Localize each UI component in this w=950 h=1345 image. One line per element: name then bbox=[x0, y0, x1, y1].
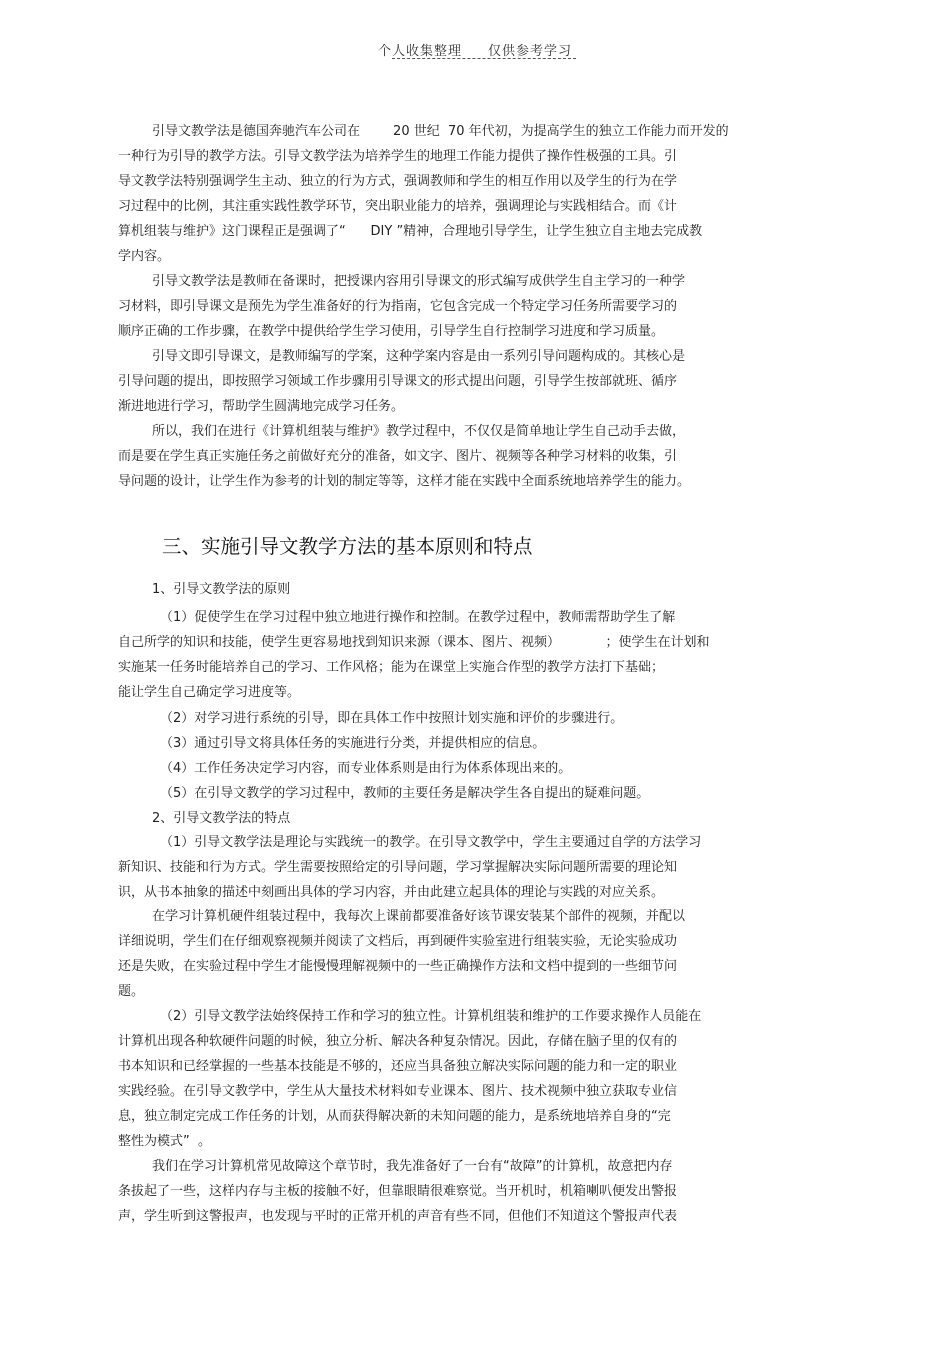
text-line: 息，独立制定完成工作任务的计划，从而获得解决新的未知问题的能力，是系统地培养自身的“完 bbox=[118, 1109, 671, 1124]
text-line: 所以，我们在进行《计算机组装与维护》教学过程中，不仅仅是简单地让学生自己动手去做， bbox=[152, 424, 686, 439]
text-line: 新知识、技能和行为方式。学生需要按照给定的引导问题，学习掌握解决实际问题所需要的理论知 bbox=[118, 860, 678, 875]
text-line: （2）对学习进行系统的引导，即在具体工作中按照计划实施和评价的步骤进行。 bbox=[160, 711, 624, 726]
section-heading: 三、实施引导文教学方法的基本原则和特点 bbox=[162, 535, 533, 558]
text-line: 渐进地进行学习，帮助学生圆满地完成学习任务。 bbox=[118, 399, 405, 414]
text-line: （5）在引导文教学的学习过程中，教师的主要任务是解决学生各自提出的疑难问题。 bbox=[160, 786, 650, 801]
text-line: 能让学生自己确定学习进度等。 bbox=[118, 685, 301, 700]
text-line: 导问题的设计，让学生作为参考的计划的制定等等，这样才能在实践中全面系统地培养学生的能力。 bbox=[118, 474, 691, 489]
text-line: 学内容。 bbox=[118, 249, 171, 264]
page-header bbox=[0, 40, 950, 59]
text-line: 在学习计算机硬件组装过程中，我每次上课前都要准备好该节课安装某个部件的视频，并配以 bbox=[152, 909, 686, 924]
text-line: 声，学生听到这警报声，也发现与平时的正常开机的声音有些不同，但他们不知道这个警报声代表 bbox=[118, 1209, 678, 1224]
text-line: 引导文即引导课文，是教师编写的学案，这种学案内容是由一系列引导问题构成的。其核心是 bbox=[152, 349, 686, 364]
text-line: （4）工作任务决定学习内容，而专业体系则是由行为体系体现出来的。 bbox=[160, 761, 572, 776]
text-line: 实践经验。在引导文教学中，学生从大量技术材料如专业课本、图片、技术视频中独立获取专业信 bbox=[118, 1084, 678, 1099]
text-line: 识，从书本抽象的描述中刻画出具体的学习内容，并由此建立起具体的理论与实践的对应关系。 bbox=[118, 885, 665, 900]
text-line: 实施某一任务时能培养自己的学习、工作风格；能为在课堂上实施合作型的教学方法打下基础； bbox=[118, 660, 665, 675]
text-line: （3）通过引导文将具体任务的实施进行分类，并提供相应的信息。 bbox=[160, 736, 546, 751]
text-line: 计算机出现各种软硬件问题的时候，独立分析、解决各种复杂情况。因此，存储在脑子里的仅有的 bbox=[118, 1034, 678, 1049]
text-line: 一种行为引导的教学方法。引导文教学法为培养学生的地理工作能力提供了操作性极强的工具。引 bbox=[118, 149, 678, 164]
text-line: 详细说明，学生们在仔细观察视频并阅读了文档后，再到硬件实验室进行组装实验，无论实验成功 bbox=[118, 934, 678, 949]
header-dashed-rule bbox=[392, 58, 576, 59]
text-line: （2）引导文教学法始终保持工作和学习的独立性。计算机组装和维护的工作要求操作人员能在 bbox=[160, 1009, 702, 1024]
text-line: 1、引导文教学法的原则 bbox=[152, 582, 291, 597]
header-left-text: 个人收集整理 bbox=[377, 44, 462, 59]
text-line: 引导文教学法是德国奔驰汽车公司在 20 世纪 70 年代初，为提高学生的独立工作能力而开发的 bbox=[152, 124, 729, 139]
text-line: 书本知识和已经掌握的一些基本技能是不够的，还应当具备独立解决实际问题的能力和一定的职业 bbox=[118, 1059, 678, 1074]
text-line: （1）促使学生在学习过程中独立地进行操作和控制。在教学过程中，教师需帮助学生了解 bbox=[160, 610, 676, 625]
text-line: 自己所学的知识和技能，使学生更容易地找到知识来源（课本、图片、视频） ；使学生在计划和 bbox=[118, 635, 710, 650]
text-line: 习材料，即引导课文是预先为学生准备好的行为指南，它包含完成一个特定学习任务所需要学习的 bbox=[118, 299, 678, 314]
text-line: 而是要在学生真正实施任务之前做好充分的准备，如文字、图片、视频等各种学习材料的收集，引 bbox=[118, 449, 678, 464]
text-line: 顺序正确的工作步骤，在教学中提供给学生学习使用，引导学生自行控制学习进度和学习质量。 bbox=[118, 324, 665, 339]
text-line: 导文教学法特别强调学生主动、独立的行为方式，强调教师和学生的相互作用以及学生的行为在学 bbox=[118, 174, 678, 189]
text-line: 题。 bbox=[118, 984, 145, 999]
text-line: 2、引导文教学法的特点 bbox=[152, 811, 291, 826]
text-line: 整性为模式” 。 bbox=[118, 1134, 211, 1149]
text-line: （1）引导文教学法是理论与实践统一的教学。在引导文教学中，学生主要通过自学的方法学习 bbox=[160, 835, 702, 850]
text-line: 条拔起了一些，这样内存与主板的接触不好，但靠眼睛很难察觉。当开机时，机箱喇叭便发出警报 bbox=[118, 1184, 678, 1199]
text-line: 我们在学习计算机常见故障这个章节时，我先准备好了一台有“故障”的计算机，故意把内存 bbox=[152, 1159, 673, 1174]
header-right-text: 仅供参考学习 bbox=[488, 44, 573, 59]
text-line: 还是失败，在实验过程中学生才能慢慢理解视频中的一些正确操作方法和文档中提到的一些细节问 bbox=[118, 959, 678, 974]
text-line: 算机组装与维护》这门课程正是强调了“ DIY ”精神，合理地引导学生，让学生独立自主地去完成教 bbox=[118, 224, 703, 239]
text-line: 习过程中的比例，其注重实践性教学环节，突出职业能力的培养，强调理论与实践相结合。而《计 bbox=[118, 199, 678, 214]
text-line: 引导文教学法是教师在备课时，把授课内容用引导课文的形式编写成供学生自主学习的一种学 bbox=[152, 274, 686, 289]
text-line: 引导问题的提出，即按照学习领域工作步骤用引导课文的形式提出问题，引导学生按部就班、循序 bbox=[118, 374, 678, 389]
